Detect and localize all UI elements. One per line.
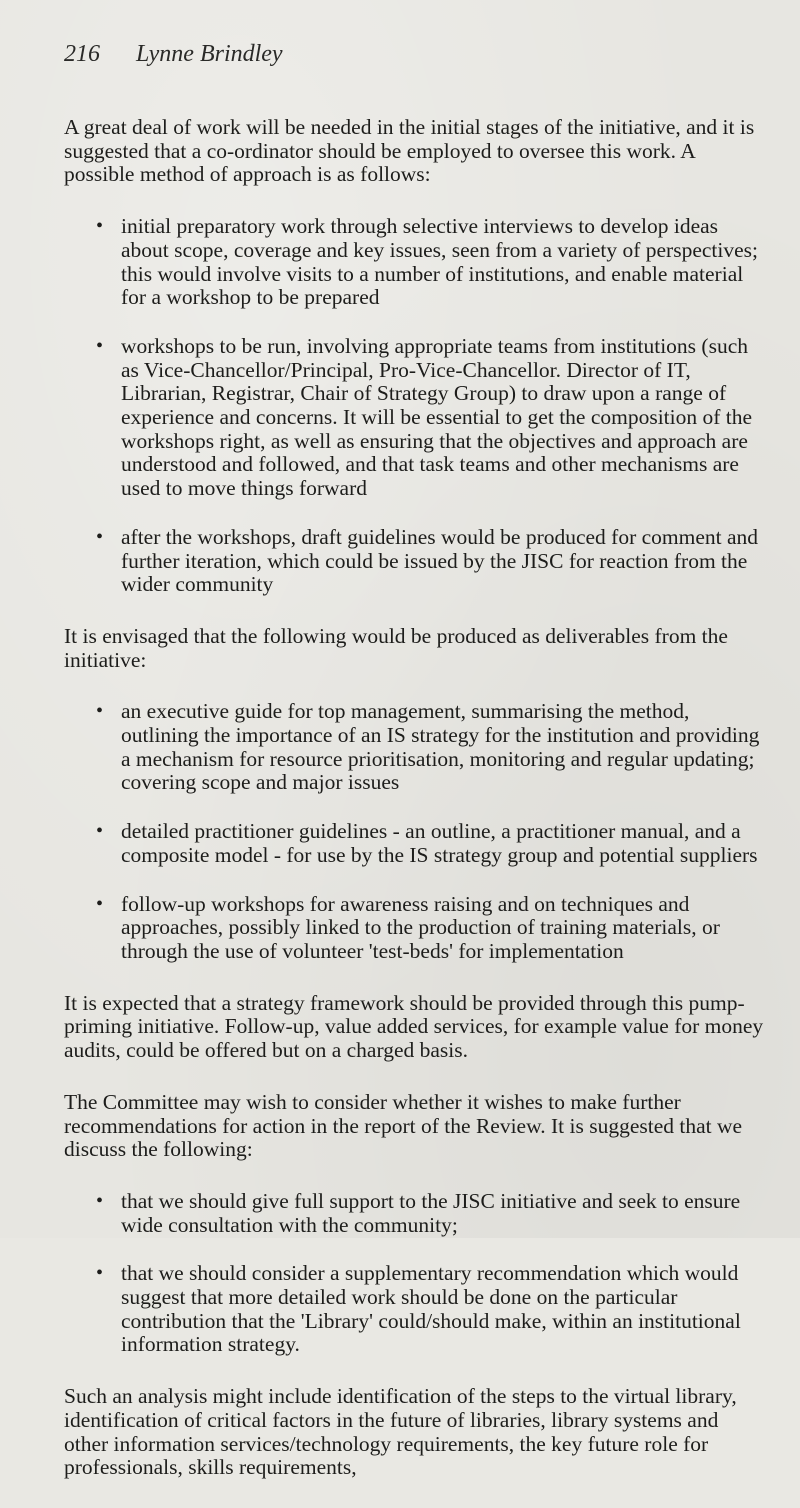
list-item	[64, 215, 764, 310]
running-header-author: Lynne Brindley	[136, 41, 283, 67]
list-item-text: after the workshops, draft guidelines would be produced for comment and further iteration, which could be issued by the JISC for reaction from the wider community	[121, 524, 759, 597]
list-item	[64, 335, 764, 501]
list-item-text: detailed practitioner guidelines - an outline, a practitioner manual, and a composite model - for use by the IS strategy group and potential suppliers	[121, 819, 758, 867]
list-item	[64, 1190, 764, 1237]
bullet-icon: •	[96, 215, 104, 238]
list-item-text: that we should consider a supplementary recommendation which would suggest that more detailed work should be done on the particular contribution that the 'Library' could/should make, within an institutional information strategy.	[121, 1261, 741, 1357]
bullet-icon: •	[96, 1189, 104, 1212]
list-item	[64, 1262, 764, 1357]
bullet-icon: •	[96, 700, 104, 723]
list-item	[64, 820, 764, 867]
page-number: 216	[64, 41, 100, 67]
bullet-icon: •	[96, 334, 104, 357]
list-item-text: workshops to be run, involving appropriate teams from institutions (such as Vice-Chancellor/Principal, Pro-Vice-Chancellor. Director of IT, Librarian, Registrar, Chair of Strategy Group) to draw upon a range of experience and concerns. It will be essential to get the composition of the workshops right, as well as ensuring that the objectives and approach are understood and followed, and that task teams and other mechanisms are used to move things forward	[121, 333, 753, 501]
running-header	[64, 40, 283, 68]
paragraph-framework: It is expected that a strategy framework should be provided through this pump-priming initiative. Follow-up, value added services, for example value for money audits, could be offered but on a charged basis.	[64, 990, 764, 1063]
approach-bullet-list	[64, 215, 764, 597]
paragraph-committee: The Committee may wish to consider whether it wishes to make further recommendations for action in the report of the Review. It is suggested that we discuss the following:	[64, 1089, 743, 1162]
list-item-text: follow-up workshops for awareness raising and on techniques and approaches, possibly linked to the production of training materials, or through the use of volunteer 'test-beds' for implementation	[121, 891, 720, 963]
paragraph-analysis: Such an analysis might include identification of the steps to the virtual library, identification of critical factors in the future of libraries, library systems and other information services/technology requirements, the key future role for professionals, skills requirements,	[64, 1384, 737, 1480]
list-item-text: that we should give full support to the JISC initiative and seek to ensure wide consultation with the community;	[121, 1188, 741, 1237]
recommendations-bullet-list	[64, 1190, 764, 1357]
list-item-text: initial preparatory work through selective interviews to develop ideas about scope, coverage and key issues, seen from a variety of perspectives; this would involve visits to a number of institutions, and enable material for a workshop to be prepared	[121, 214, 759, 310]
paragraph-intro: A great deal of work will be needed in the initial stages of the initiative, and it is suggested that a co-ordinator should be employed to oversee this work. A possible method of approach is as follows:	[64, 115, 755, 187]
list-item-text: an executive guide for top management, summarising the method, outlining the importance of an IS strategy for the institution and providing a mechanism for resource prioritisation, monitoring and regular updating; covering scope and major issues	[121, 699, 760, 795]
list-item	[64, 700, 764, 795]
paragraph-deliverables: It is envisaged that the following would be produced as deliverables from the initiative:	[64, 623, 728, 672]
list-item	[64, 526, 764, 597]
bullet-icon: •	[96, 1262, 104, 1285]
list-item	[64, 893, 764, 964]
deliverables-bullet-list	[64, 700, 764, 963]
bullet-icon: •	[96, 820, 104, 843]
body-text	[64, 116, 764, 1508]
bullet-icon: •	[96, 892, 104, 915]
bullet-icon: •	[96, 525, 104, 548]
